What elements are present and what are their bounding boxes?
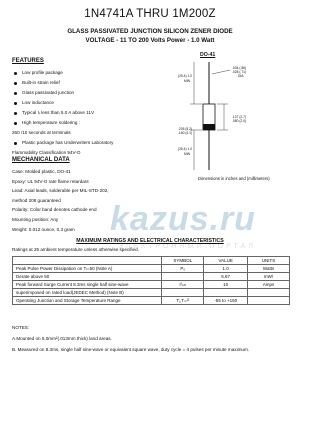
document-title: 1N4741A THRU 1M200Z — [84, 8, 216, 20]
feature-item: High temperature soldering : — [12, 118, 113, 128]
table-row — [13, 281, 290, 289]
feature-item: Built-in strain relief — [12, 78, 113, 88]
param-cell: Derate above 50 — [13, 273, 162, 281]
header-param — [13, 257, 162, 265]
mechanical-list — [12, 167, 109, 234]
lead-dia-max: .034 (.86) — [232, 66, 247, 70]
header-units: UNITS — [248, 257, 290, 265]
kazus-watermark: kazus.ru — [110, 200, 256, 238]
mechanical-line: Case: Molded plastic, DO-41 — [12, 169, 71, 174]
note-b: B. Measured on 8.3ms, single half sine-wave or equivalent square wave, duty cycle = 4 pulses per minute maximum. — [12, 347, 250, 352]
lead-dia-min: .028 (.71) — [232, 70, 247, 74]
header-value: VALUE — [204, 257, 248, 265]
value-cell — [204, 289, 248, 297]
body-dia-min: .080 (2.0) — [232, 119, 247, 123]
symbol-cell: Iᶠₛₘ — [162, 281, 204, 289]
feature-item: 260 /10 seconds at terminals — [12, 130, 71, 135]
features-heading: FEATURES — [12, 58, 44, 64]
value-cell: 1.0 — [204, 265, 248, 273]
header-symbol: SYMBOL — [162, 257, 204, 265]
dimensions-caption: Dimensions in inches and (millimeters) — [198, 176, 270, 181]
units-cell — [248, 289, 290, 297]
table-row — [13, 289, 290, 297]
param-cell: Peak forward Surge Current 8.3ms single half sine-wave — [13, 281, 162, 289]
mechanical-line: Polarity: Color band denotes cathode end — [12, 207, 97, 213]
lead-length-dim-2: (25.4) 1.0 — [178, 147, 193, 151]
table-row — [13, 297, 290, 305]
units-cell: Amps — [248, 281, 290, 289]
body-length-min: .160 (4.1) — [178, 131, 193, 135]
lead-dia-label: DIA — [238, 74, 244, 78]
table-row — [13, 265, 290, 273]
feature-item: Glass passivated junction — [12, 88, 113, 98]
mechanical-heading: MECHANICAL DATA — [12, 157, 70, 163]
ratings-table — [12, 256, 290, 305]
param-cell: Operating Junction and Storage Temperature Range — [13, 297, 162, 305]
body-dia-max: .107 (2.7) — [232, 115, 247, 119]
units-cell: Watts — [248, 265, 290, 273]
value-cell: 6.67 — [204, 273, 248, 281]
symbol-cell: Tⱼ,Tₛₜᴳ — [162, 297, 204, 305]
features-list — [12, 68, 113, 158]
lead-min-dim: MIN — [184, 79, 191, 83]
symbol-cell — [162, 289, 204, 297]
mechanical-line: Weight: 0.012 ounce, 0.3 gram — [12, 226, 75, 232]
ratings-note: Ratings at 25 ambient temperature unless otherwise specified. — [12, 247, 139, 252]
ratings-title: MAXIMUM RATINGS AND ELECTRICAL CHARACTERISTICS — [76, 238, 224, 244]
lead-min-dim-2: MIN — [184, 152, 191, 156]
feature-item: Plastic package has Underwriters Laboratory — [12, 138, 113, 148]
mechanical-line: method 208 guaranteed — [12, 197, 61, 203]
voltage-power-line: VOLTAGE - 11 TO 200 Volts Power - 1.0 Watt — [85, 37, 215, 44]
document-subtitle: GLASS PASSIVATED JUNCTION SILICON ZENER DIODE — [67, 28, 233, 35]
notes-heading: NOTES: — [12, 325, 30, 330]
portal-watermark: ЭЛЕКТРОННЫЙ ПОРТАЛ — [118, 243, 256, 250]
units-cell — [248, 297, 290, 305]
param-cell: Peak Pulse Power Dissipation on Tₗ=50 (Note A) — [13, 265, 162, 273]
feature-item: Flammability Classification 94V-O — [12, 150, 81, 155]
mechanical-line: Epoxy: UL 94V-O rate flame retardant — [12, 178, 89, 184]
notes-section — [12, 322, 249, 355]
value-cell: -55 to +150 — [204, 297, 248, 305]
body-length-max: .205 (5.2) — [178, 127, 193, 131]
table-header-row — [13, 257, 290, 265]
value-cell: 10 — [204, 281, 248, 289]
mechanical-line: Lead: Axial leads, solderable per MIL-STD-202, — [12, 188, 109, 194]
feature-item: Low profile package — [12, 68, 113, 78]
note-a: A.Mounted on 5.0mm²(.013mm thick) land areas. — [12, 336, 112, 341]
feature-item: Low inductance — [12, 98, 113, 108]
units-cell: mW/ — [248, 273, 290, 281]
symbol-cell — [162, 273, 204, 281]
lead-length-dim: (25.4) 1.0 — [178, 74, 193, 78]
param-cell: superimposed on rated load(JEDEC Method) (Note B) — [13, 289, 162, 297]
symbol-cell: P₀ — [162, 265, 204, 273]
package-label: DO-41 — [200, 52, 216, 58]
table-row — [13, 273, 290, 281]
feature-item: Typical Iᵣ less than 5.0 A above 11V — [12, 108, 113, 118]
mechanical-line: Mounting position: Any — [12, 216, 59, 222]
